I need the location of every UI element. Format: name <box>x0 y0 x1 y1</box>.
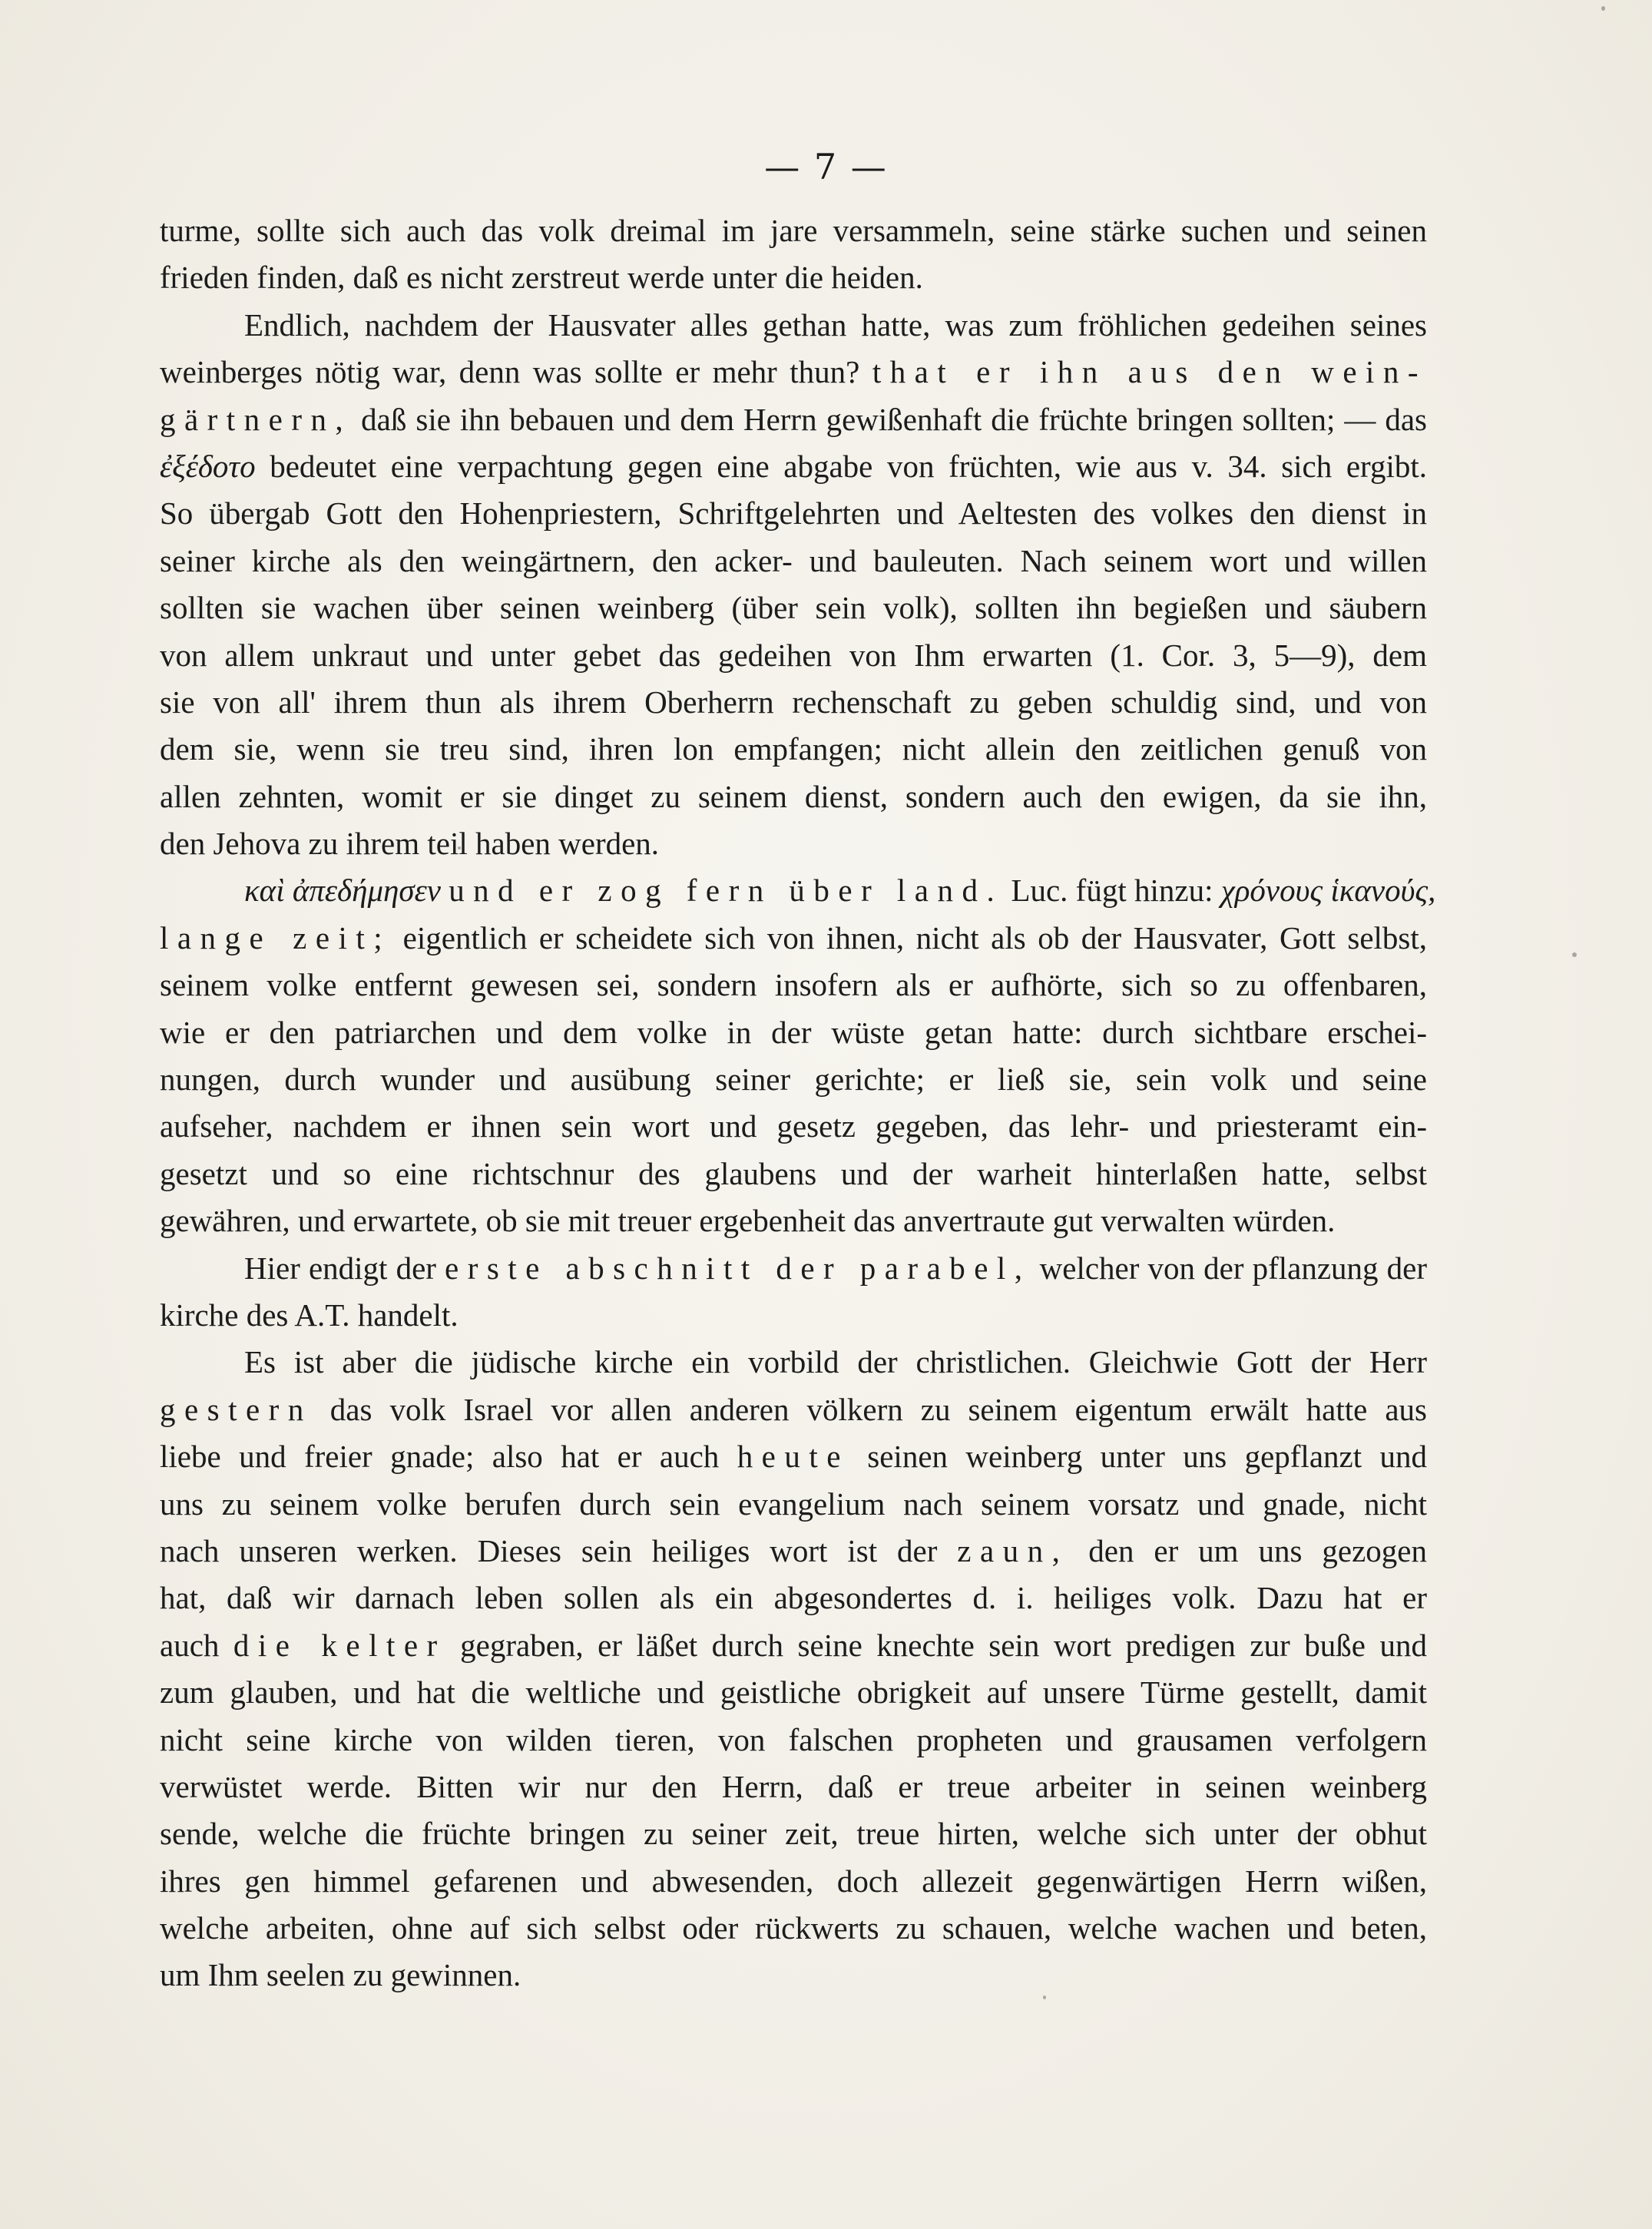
text-run: seinem volke entfernt gewesen sei, sondern insofern als er aufhörte, sich so zu offenbaren, <box>160 967 1427 1003</box>
text-run: sie von all' ihrem thun als ihrem Oberherrn rechenschaft zu geben schuldig sind, und von <box>160 684 1427 720</box>
text-run: welche arbeiten, ohne auf sich selbst oder rückwerts zu schauen, welche wachen und beten, <box>160 1910 1427 1946</box>
page-number: — 7 — <box>764 146 888 187</box>
text-run: von allem unkraut und unter gebet das gedeihen von Ihm erwarten (1. Cor. 3, 5—9), dem <box>160 637 1427 673</box>
text-line <box>160 1669 1427 1716</box>
text-run: turme, sollte sich auch das volk dreimal im jare versammeln, seine stärke suchen und seinen <box>160 213 1427 248</box>
text-run: ihres gen himmel gefarenen und abwesenden, doch allezeit gegenwärtigen Herrn wißen, <box>160 1863 1427 1899</box>
text-line <box>160 585 1427 631</box>
paragraph <box>160 867 1436 1244</box>
text-line <box>160 1764 1427 1810</box>
text-run: daß sie ihn bebauen und dem Herrn gewißenhaft die früchte bringen sollten; — das <box>352 401 1427 437</box>
text-line <box>160 396 1427 443</box>
text-run: sollten sie wachen über seinen weinberg (über sein volk), sollten ihn begießen und säubern <box>160 590 1427 626</box>
text-line <box>160 1339 1427 1386</box>
text-line <box>160 1009 1427 1056</box>
text-line <box>160 1858 1427 1905</box>
spaced-emphasis: heute <box>737 1439 849 1475</box>
text-run: um Ihm seelen zu gewinnen. <box>160 1957 521 1993</box>
text-run: zum glauben, und hat die weltliche und geistliche obrigkeit auf unsere Türme gestellt, damit <box>160 1674 1427 1711</box>
text-line <box>160 1197 1427 1244</box>
text-run: aufseher, nachdem er ihnen sein wort und gesetz gegeben, das lehr- und priesteramt ein- <box>160 1108 1427 1144</box>
text-line <box>160 1386 1427 1433</box>
spaced-emphasis: that er ihn aus den wein- <box>872 354 1427 390</box>
spaced-emphasis: und er zog fern über land. <box>449 873 1004 909</box>
greek-text: καὶ ἀπεδήμησεν <box>244 873 441 909</box>
text-line <box>160 773 1427 820</box>
text-run: den Jehova zu ihrem teil haben werden. <box>160 826 660 862</box>
text-run: seiner kirche als den weingärtnern, den acker- und bauleuten. Nach seinem wort und willen <box>160 542 1427 578</box>
text-line <box>160 538 1427 585</box>
text-run: Es ist aber die jüdische kirche ein vorbild der christlichen. Gleichwie Gott der Herr <box>244 1344 1427 1380</box>
text-line <box>160 349 1427 396</box>
text-line <box>160 1575 1427 1621</box>
text-line <box>160 1433 1427 1480</box>
text-line <box>160 1151 1427 1197</box>
text-line <box>160 632 1427 679</box>
text-line <box>160 1056 1427 1103</box>
text-line <box>160 726 1427 773</box>
paper-speck <box>1601 6 1605 11</box>
text-line <box>160 1103 1427 1150</box>
greek-text: ἐξέδοτο <box>160 448 256 484</box>
text-run: Luc. fügt hinzu: <box>1003 873 1221 909</box>
text-run: frieden finden, daß es nicht zerstreut werde unter die heiden. <box>160 260 923 296</box>
paragraph <box>160 207 1427 302</box>
text-line <box>160 1245 1427 1292</box>
text-line <box>160 254 1427 301</box>
spaced-emphasis: lange zeit; <box>160 919 392 956</box>
text-line <box>160 679 1427 726</box>
text-run: nicht seine kirche von wilden tieren, von falschen propheten und grausamen verfolgern <box>160 1721 1427 1757</box>
text-run: seinen weinberg unter uns gepflanzt und <box>849 1439 1427 1475</box>
text-run: sende, welche die früchte bringen zu seiner zeit, treue hirten, welche sich unter der obhut <box>160 1816 1427 1852</box>
text-line <box>160 1481 1427 1528</box>
text-line <box>160 490 1427 537</box>
text-run: liebe und freier gnade; also hat er auch <box>160 1439 737 1475</box>
body-text <box>160 207 1436 1999</box>
text-line <box>160 820 1427 867</box>
text-run: nungen, durch wunder und ausübung seiner gerichte; er ließ sie, sein volk und seine <box>160 1062 1427 1098</box>
text-run: das volk Israel vor allen anderen völkern zu seinem eigentum erwält hatte aus <box>312 1391 1427 1427</box>
text-run: So übergab Gott den Hohenpriestern, Schriftgelehrten und Aeltesten des volkes den dienst in <box>160 495 1427 532</box>
text-line <box>160 1717 1427 1764</box>
text-run: dem sie, wenn sie treu sind, ihren lon empfangen; nicht allein den zeitlichen genuß von <box>160 731 1427 767</box>
text-run: den er um uns gezogen <box>1068 1532 1427 1568</box>
text-run: weinberges nötig war, denn was sollte er mehr thun? <box>160 354 872 390</box>
text-run: uns zu seinem volke berufen durch sein evangelium nach seinem vorsatz und gnade, nicht <box>160 1485 1427 1522</box>
spaced-emphasis: gestern <box>160 1391 313 1427</box>
text-line <box>160 915 1427 962</box>
text-run: bedeutet eine verpachtung gegen eine abgabe von früchten, wie aus v. 34. sich ergibt. <box>255 448 1427 484</box>
paper-speck <box>1572 952 1577 957</box>
spaced-emphasis: erste abschnitt der parabel, <box>445 1250 1031 1286</box>
text-run: gewähren, und erwartete, ob sie mit treuer ergebenheit das anvertraute gut verwalten würden. <box>160 1203 1336 1239</box>
text-run: allen zehnten, womit er sie dinget zu seinem dienst, sondern auch den ewigen, da sie ihn, <box>160 778 1427 814</box>
text-line <box>160 302 1427 349</box>
text-run: gegraben, er läßet durch seine knechte sein wort predigen zur buße und <box>445 1627 1427 1663</box>
text-run: eigentlich er scheidete sich von ihnen, nicht als ob der Hausvater, Gott selbst, <box>391 919 1427 956</box>
text-line <box>160 1622 1427 1669</box>
text-run: nach unseren werken. Dieses sein heiliges wort ist der <box>160 1532 958 1568</box>
text-line <box>160 1905 1427 1952</box>
text-run: gesetzt und so eine richtschnur des glaubens und der warheit hinterlaßen hatte, selbst <box>160 1155 1427 1191</box>
paragraph <box>160 302 1427 868</box>
paragraph <box>160 1339 1427 1999</box>
text-line <box>160 1292 1427 1339</box>
text-run: Hier endigt der <box>244 1250 445 1286</box>
text-line <box>160 1528 1427 1575</box>
text-line <box>160 1952 1427 1999</box>
spaced-emphasis: gärtnern, <box>160 401 353 437</box>
text-run: Endlich, nachdem der Hausvater alles gethan hatte, was zum fröhlichen gedeihen seines <box>244 306 1427 343</box>
text-run: hat, daß wir darnach leben sollen als ein abgesondertes d. i. heiliges volk. Dazu hat er <box>160 1580 1427 1616</box>
text-line <box>160 962 1427 1009</box>
spaced-emphasis: die kelter <box>233 1627 446 1663</box>
text-line <box>160 1810 1427 1857</box>
text-run: verwüstet werde. Bitten wir nur den Herrn, daß er treue arbeiter in seinen weinberg <box>160 1768 1427 1804</box>
text-run <box>441 873 449 908</box>
paragraph <box>160 1245 1427 1340</box>
text-run: wie er den patriarchen und dem volke in der wüste getan hatte: durch sichtbare erschei- <box>160 1014 1427 1050</box>
text-line <box>160 867 1436 914</box>
text-run: auch <box>160 1627 233 1663</box>
text-run: welcher von der pflanzung der <box>1031 1250 1428 1286</box>
spaced-emphasis: zaun, <box>957 1532 1069 1568</box>
text-line <box>160 443 1427 490</box>
text-line <box>160 207 1427 254</box>
text-run: kirche des A.T. handelt. <box>160 1297 459 1333</box>
greek-text: χρόνους ἱκανούς, <box>1220 873 1436 909</box>
